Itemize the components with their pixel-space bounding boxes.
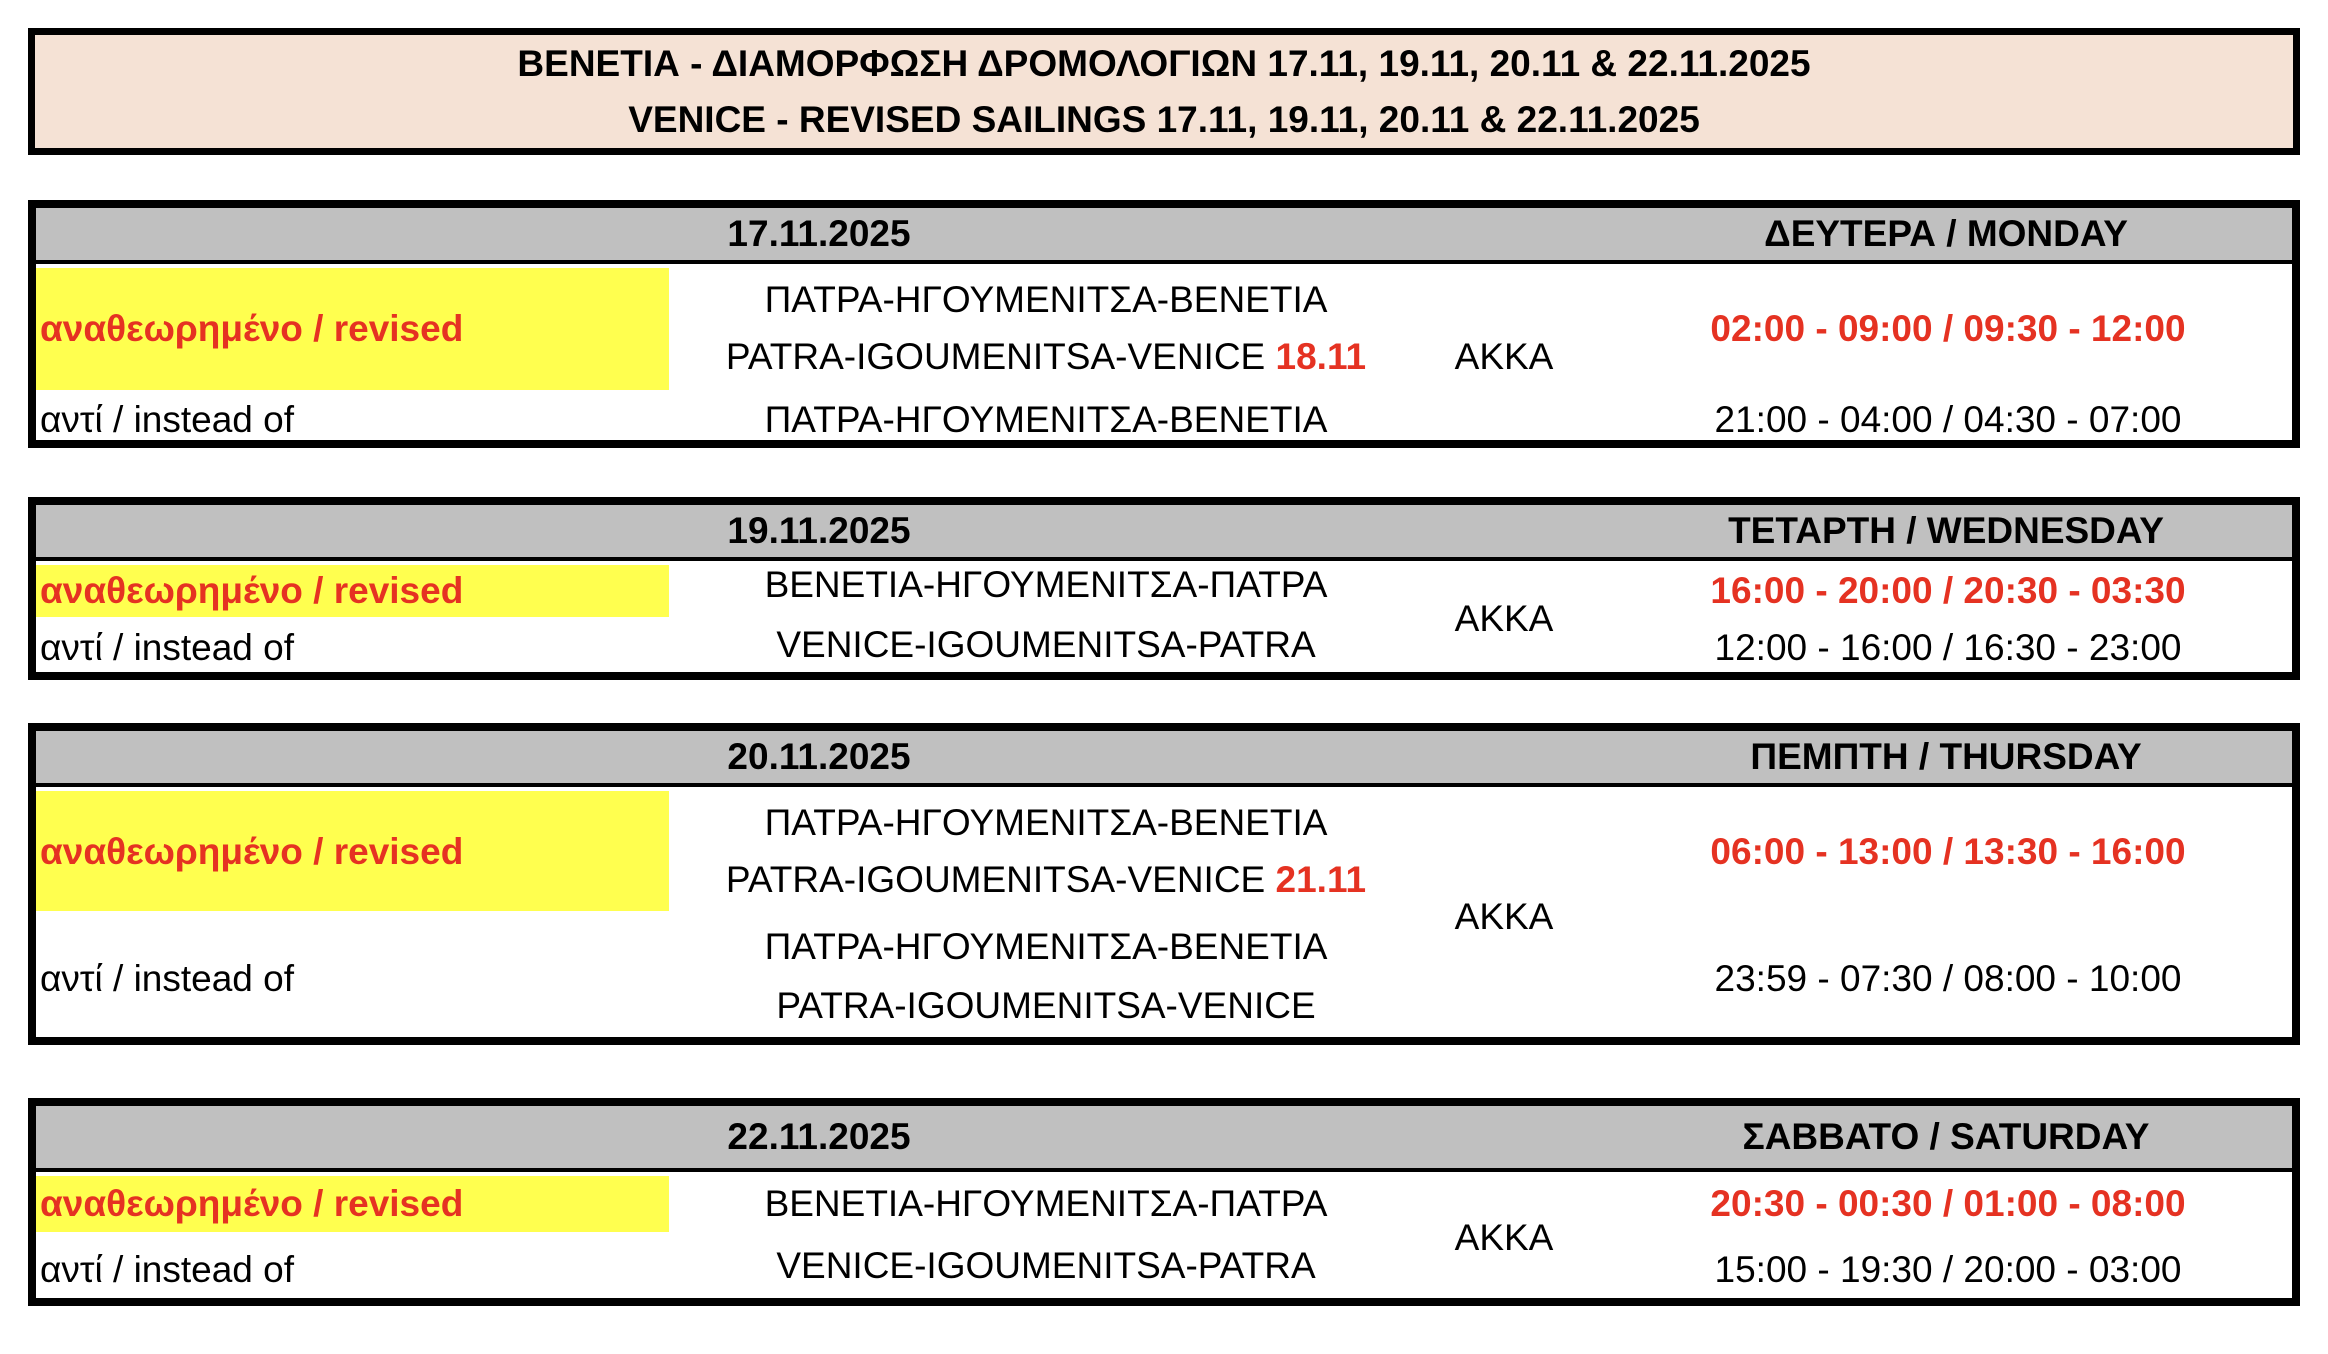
section-day: ΤΕΤΑΡΤΗ / WEDNESDAY	[1728, 510, 2164, 551]
revised-times: 16:00 - 20:00 / 20:30 - 03:30	[1710, 570, 2186, 611]
instead-times: 23:59 - 07:30 / 08:00 - 10:00	[1714, 958, 2182, 999]
section-date: 22.11.2025	[727, 1116, 911, 1157]
revised-label: αναθεωρημένο / revised	[40, 1183, 464, 1224]
instead-of-label: αντί / instead of	[40, 958, 295, 999]
revised-route-date: 18.11	[1275, 336, 1367, 377]
route-english: VENICE-IGOUMENITSA-PATRA	[776, 1245, 1316, 1286]
sailing-section-17-11	[28, 200, 2300, 448]
route-greek: ΒΕΝΕΤΙΑ-ΗΓΟΥΜΕΝΙΤΣΑ-ΠΑΤΡΑ	[764, 1183, 1328, 1224]
section-date: 17.11.2025	[727, 213, 911, 254]
sailing-section-22-11	[28, 1098, 2300, 1306]
title-english: VENICE - REVISED SAILINGS 17.11, 19.11, 20.11 & 22.11.2025	[628, 98, 1700, 140]
instead-route-greek: ΠΑΤΡΑ-ΗΓΟΥΜΕΝΙΤΣΑ-ΒΕΝΕΤΙΑ	[764, 399, 1328, 440]
revised-times: 02:00 - 09:00 / 09:30 - 12:00	[1710, 308, 2186, 349]
vessel-name: ΑΚΚΑ	[1454, 336, 1554, 377]
instead-times: 15:00 - 19:30 / 20:00 - 03:00	[1714, 1249, 2182, 1290]
revised-route-english: PATRA-IGOUMENITSA-VENICE 21.11	[725, 859, 1367, 900]
revised-label: αναθεωρημένο / revised	[40, 831, 464, 872]
section-header	[36, 505, 2292, 561]
revised-times: 20:30 - 00:30 / 01:00 - 08:00	[1710, 1183, 2186, 1224]
instead-route-greek: ΠΑΤΡΑ-ΗΓΟΥΜΕΝΙΤΣΑ-ΒΕΝΕΤΙΑ	[764, 926, 1328, 967]
vessel-name: ΑΚΚΑ	[1454, 896, 1554, 937]
instead-times: 21:00 - 04:00 / 04:30 - 07:00	[1714, 399, 2182, 440]
section-date: 19.11.2025	[727, 510, 911, 551]
instead-of-label: αντί / instead of	[40, 627, 295, 668]
revised-label: αναθεωρημένο / revised	[40, 308, 464, 349]
instead-times: 12:00 - 16:00 / 16:30 - 23:00	[1714, 627, 2182, 668]
revised-route-date: 21.11	[1275, 859, 1367, 900]
instead-of-label: αντί / instead of	[40, 399, 295, 440]
route-greek: ΒΕΝΕΤΙΑ-ΗΓΟΥΜΕΝΙΤΣΑ-ΠΑΤΡΑ	[764, 564, 1328, 605]
section-day: ΣΑΒΒΑΤΟ / SATURDAY	[1742, 1116, 2150, 1157]
instead-of-label: αντί / instead of	[40, 1249, 295, 1290]
vessel-name: ΑΚΚΑ	[1454, 1217, 1554, 1258]
section-date: 20.11.2025	[727, 736, 911, 777]
route-english: VENICE-IGOUMENITSA-PATRA	[776, 624, 1316, 665]
section-header	[36, 208, 2292, 264]
revised-route-greek: ΠΑΤΡΑ-ΗΓΟΥΜΕΝΙΤΣΑ-ΒΕΝΕΤΙΑ	[764, 279, 1328, 320]
section-day: ΠΕΜΠΤΗ / THURSDAY	[1750, 736, 2142, 777]
revised-times: 06:00 - 13:00 / 13:30 - 16:00	[1710, 831, 2186, 872]
revised-route-greek: ΠΑΤΡΑ-ΗΓΟΥΜΕΝΙΤΣΑ-ΒΕΝΕΤΙΑ	[764, 802, 1328, 843]
section-header	[36, 731, 2292, 787]
section-day: ΔΕΥΤΕΡΑ / MONDAY	[1764, 213, 2128, 254]
sailing-section-19-11	[28, 497, 2300, 680]
revised-label: αναθεωρημένο / revised	[40, 570, 464, 611]
revised-route-english: PATRA-IGOUMENITSA-VENICE 18.11	[725, 336, 1367, 377]
sailing-section-20-11	[28, 723, 2300, 1045]
title-greek: ΒΕΝΕΤΙΑ - ΔΙΑΜΟΡΦΩΣΗ ΔΡΟΜΟΛΟΓΙΩΝ 17.11, 19.11, 20.11 & 22.11.2025	[517, 42, 1811, 84]
section-header	[36, 1106, 2292, 1172]
vessel-name: ΑΚΚΑ	[1454, 598, 1554, 639]
instead-route-english: PATRA-IGOUMENITSA-VENICE	[776, 985, 1316, 1026]
page-title-box	[28, 28, 2300, 155]
